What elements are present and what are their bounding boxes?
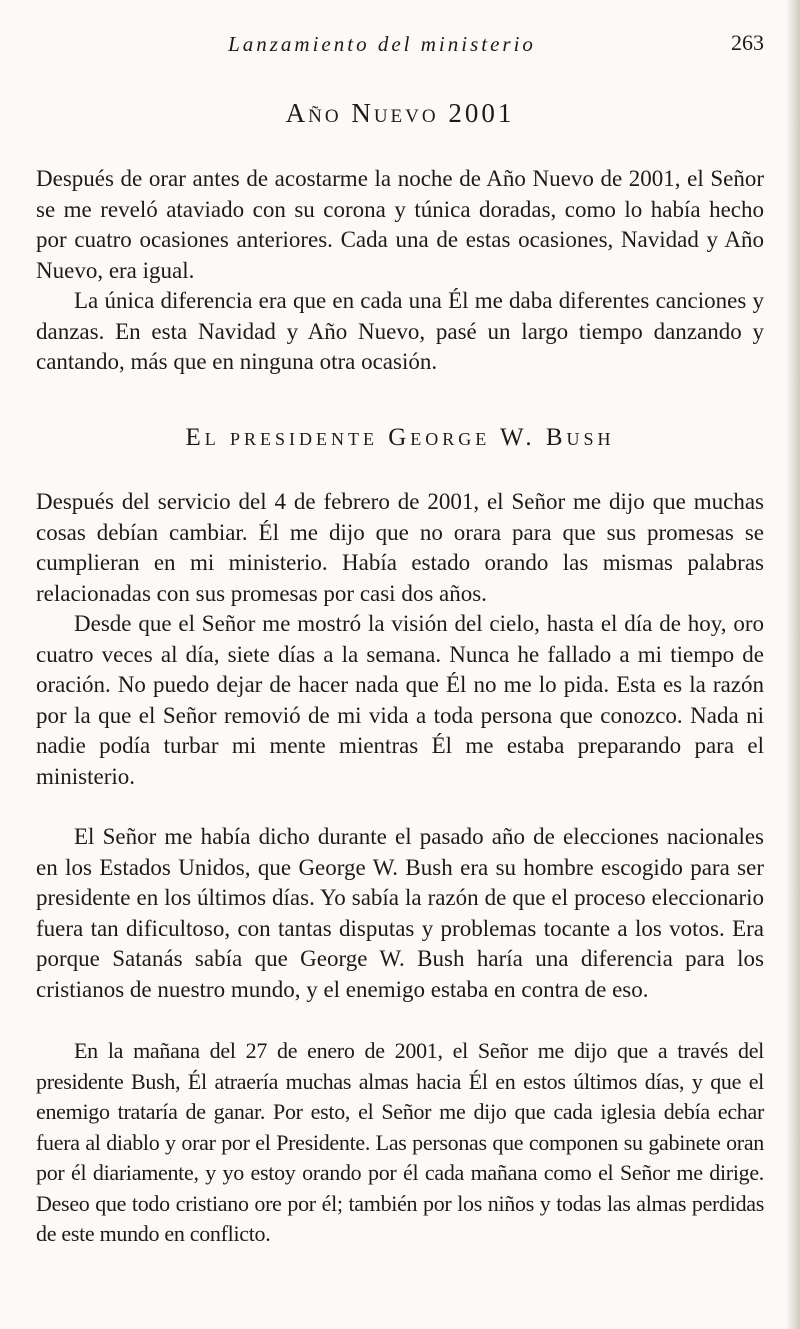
paragraph: Después de orar antes de acostarme la noche de Año Nuevo de 2001, el Señor se me reveló ataviado con su corona y túnica doradas, como lo había hecho por cuatro ocasiones anteriores. Cada una de estas ocasiones, Navidad y Año Nuevo, era igual. [36, 166, 764, 283]
running-title: Lanzamiento del ministerio [228, 32, 536, 56]
running-header [64, 28, 764, 60]
paragraph: Después del servicio del 4 de febrero de 2001, el Señor me dijo que muchas cosas debían cambiar. Él me dijo que no orara para que sus promesas se cumplieran en mi ministerio. Había estado orando las mismas palabras relacionadas con sus promesas por casi dos años. [36, 489, 764, 606]
paragraph: La única diferencia era que en cada una Él me daba diferentes canciones y danzas. En esta Navidad y Año Nuevo, pasé un largo tiempo danzando y cantando, más que en ninguna otra ocasión. [36, 288, 764, 374]
page-edge-shadow [786, 0, 800, 1329]
paragraph: Desde que el Señor me mostró la visión del cielo, hasta el día de hoy, oro cuatro veces al día, siete días a la semana. Nunca he fallado a mi tiempo de oración. No puedo dejar de hacer nada que Él no me lo pida. Esta es la razón por la que el Señor removió de mi vida a toda persona que conozco. Nada ni nadie podía turbar mi mente mientras Él me estaba preparando para el ministerio. [36, 611, 764, 789]
section-heading-new-year: Año Nuevo 2001 [285, 98, 515, 128]
section-heading-president-bush: El presidente George W. Bush [185, 424, 615, 451]
page-number: 263 [731, 30, 764, 55]
paragraph: En la mañana del 27 de enero de 2001, el Señor me dijo que a través del presidente Bush, Él atraería muchas almas hacia Él en estos últimos días, y que el enemigo trataría de ganar. Por esto, el Señor me dijo que cada iglesia debía echar fuera al diablo y orar por el Presidente. Las personas que componen su gabinete oran por él diariamente, y yo estoy orando por él cada mañana como el Señor me dirige. Deseo que todo cristiano ore por él; también por los niños y todas las almas perdidas de este mundo en conflicto. [36, 1038, 764, 1246]
paragraph: El Señor me había dicho durante el pasado año de elecciones nacionales en los Estados Unidos, que George W. Bush era su hombre escogido para ser presidente en los últimos días. Yo sabía la razón de que el proceso eleccionario fuera tan dificultoso, con tantas disputas y problemas tocante a los votos. Era porque Satanás sabía que George W. Bush haría una diferencia para los cristianos de nuestro mundo, y el enemigo estaba en contra de eso. [36, 824, 764, 1002]
